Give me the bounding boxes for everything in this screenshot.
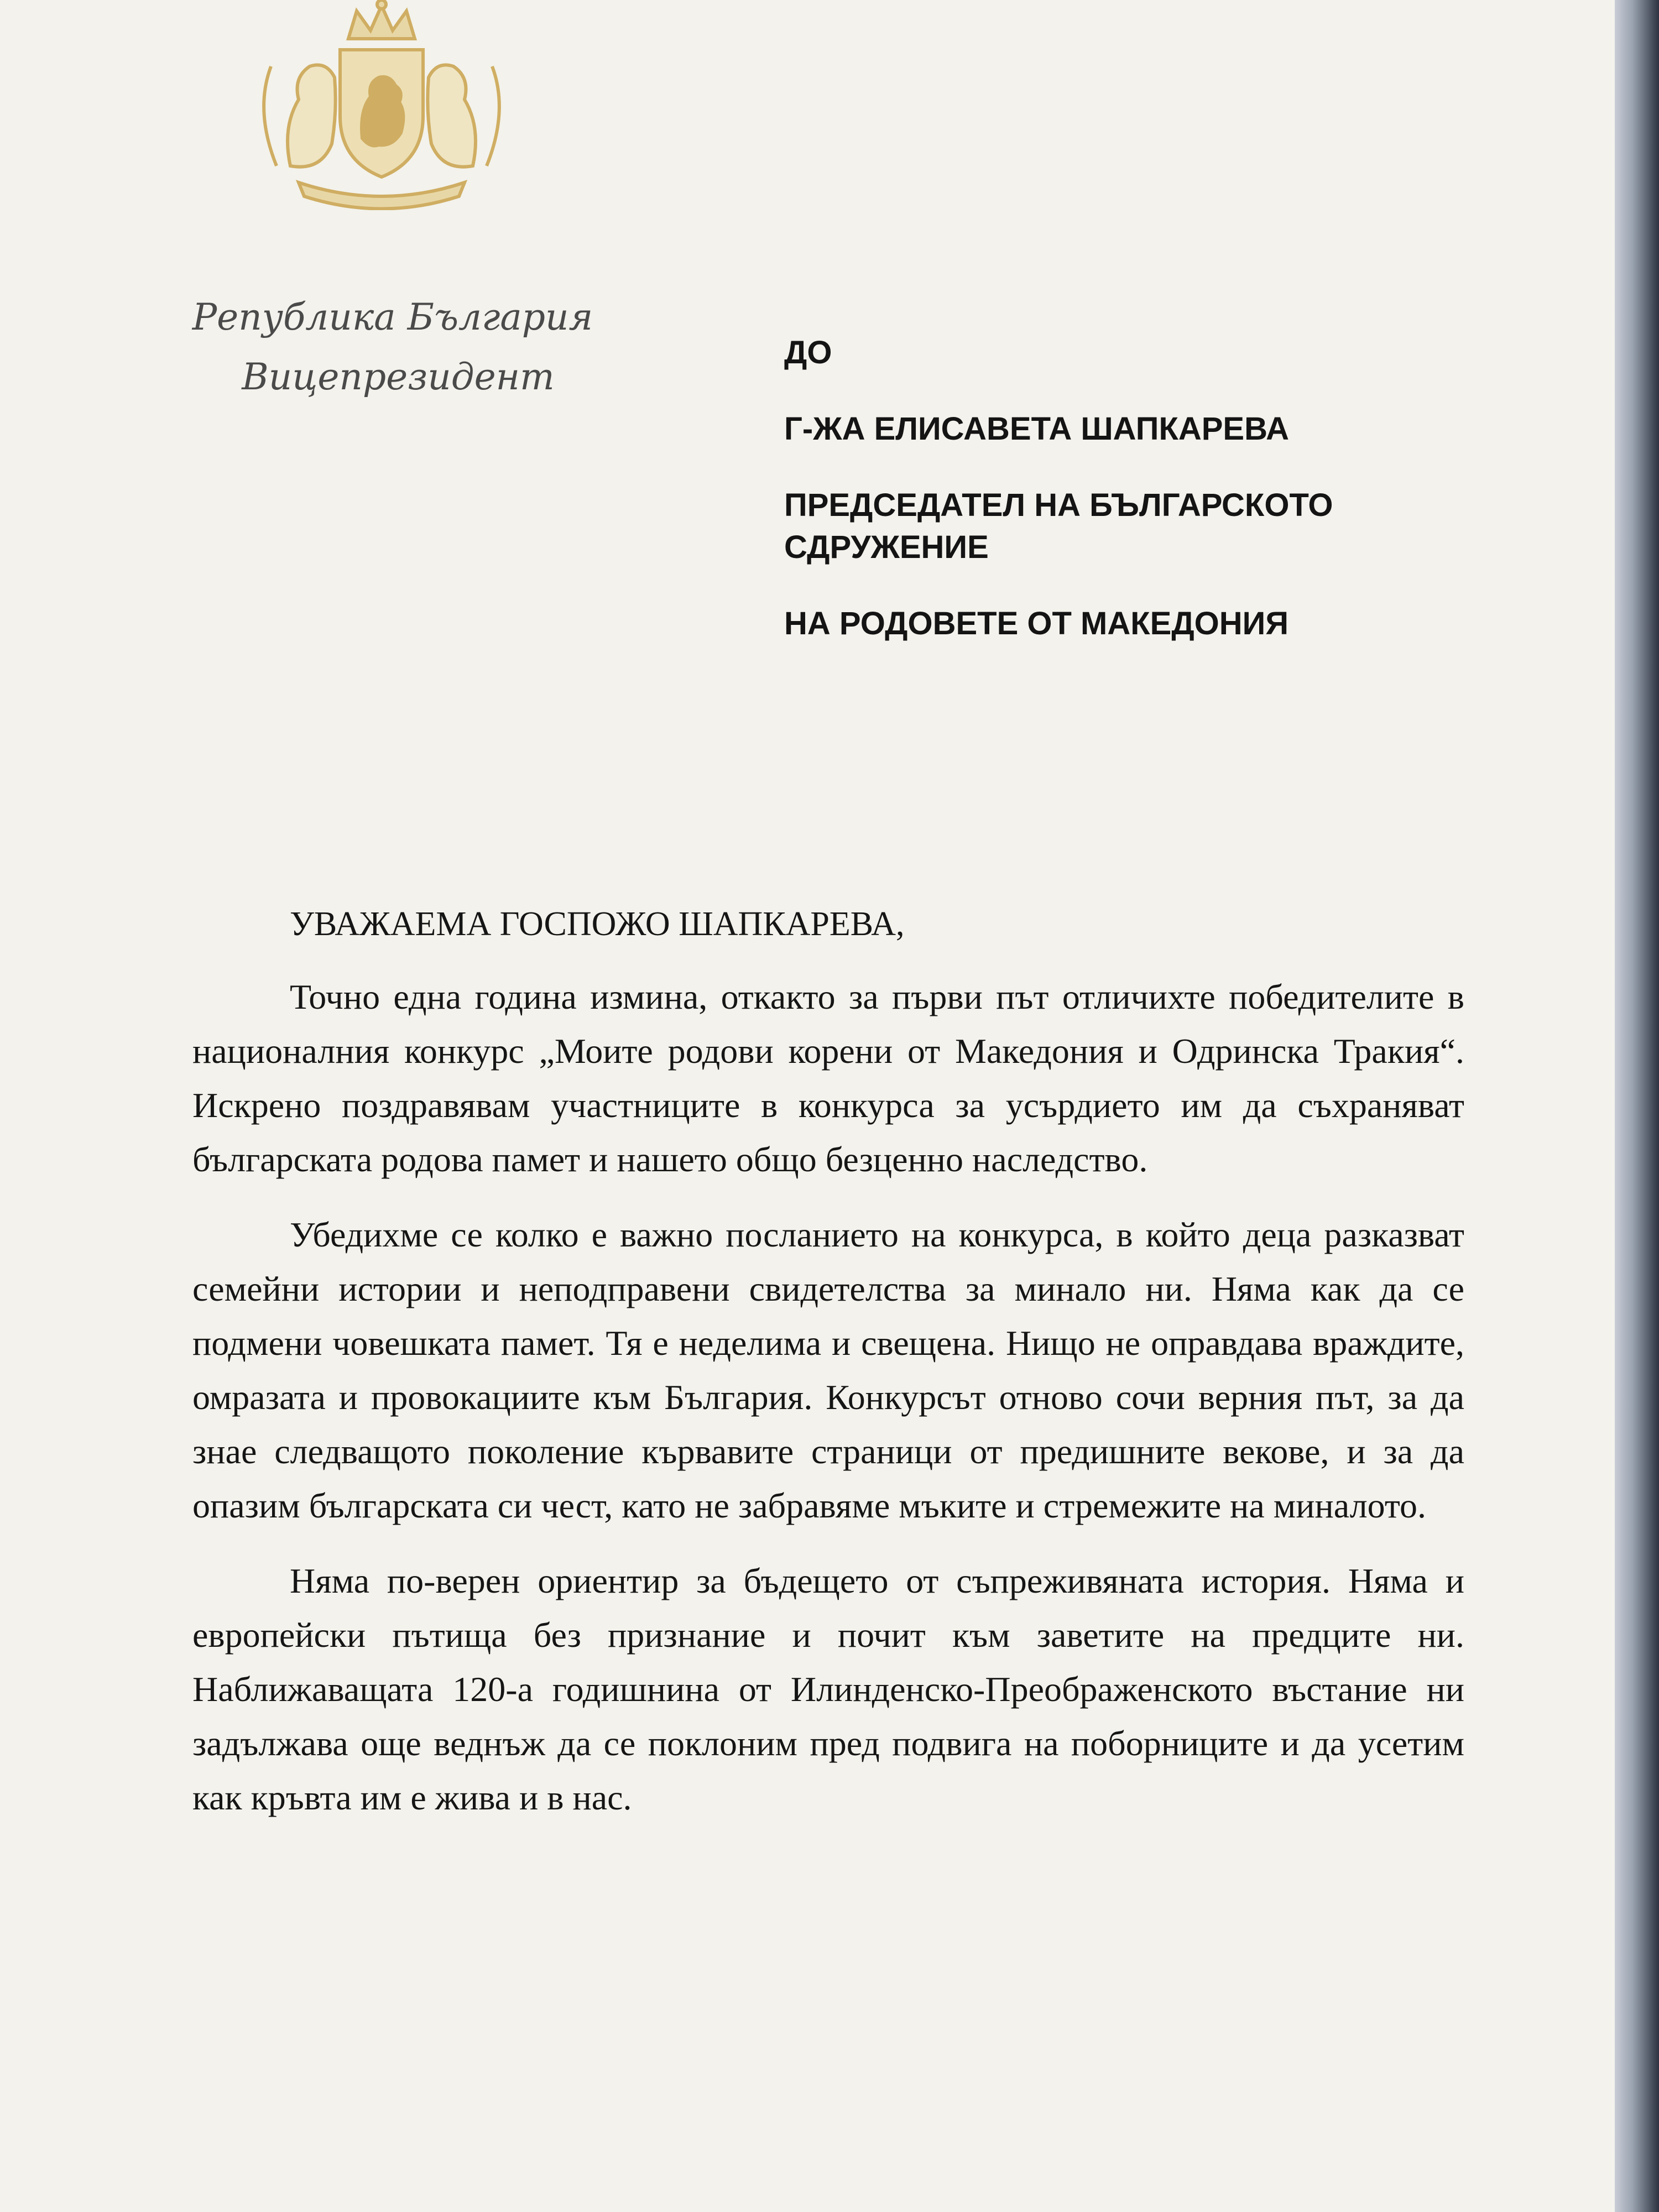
addressee-title: ПРЕДСЕДАТЕЛ НА БЪЛГАРСКОТО СДРУЖЕНИЕ	[784, 487, 1333, 565]
paragraph-1: Точно една година измина, откакто за първи път отличихте победителите в националния конкурс „Моите родови корени от Македония и Одринска Тракия“. Искрено поздравявам участниците в конкурса за усърдието им да съхраняват българската родова памет и нашето общо безценно наследство.	[192, 977, 1464, 1179]
page-edge	[1615, 0, 1659, 2212]
salutation: УВАЖАЕМА ГОСПОЖО ШАПКАРЕВА,	[290, 905, 905, 943]
addressee-name: Г-ЖА ЕЛИСАВЕТА ШАПКАРЕВА	[784, 411, 1289, 447]
addressee-block	[784, 332, 1503, 679]
issuer-country: Република България	[192, 296, 593, 338]
paragraph-3: Няма по-верен ориентир за бъдещето от съпреживяната история. Няма и европейски пътища без признание и почит към заветите на предците ни. Наближаващата 120-а годишнина от Илинденско-Преображенското въстание ни задължава още веднъж да се поклоним пред подвига на поборниците и да усетим как кръвта им е жива и в нас.	[192, 1561, 1464, 1817]
letter-body	[192, 897, 1464, 1846]
bulgarian-coat-of-arms-icon	[238, 0, 525, 210]
issuer-block	[182, 288, 603, 407]
issuer-title: Вицепрезидент	[242, 356, 555, 398]
paragraph-2: Убедихме се колко е важно посланието на конкурса, в който деца разказват семейни истории и неподправени свидетелства за минало ни. Няма как да се подмени човешката памет. Тя е неделима и свещена. Нищо не оправдава враждите, омразата и провокациите към България. Конкурсът отново сочи верния път, за да знае следващото поколение кървавите страници от предишните векове, и за да опазим българската си чест, като не забравяме мъките и стремежите на миналото.	[192, 1215, 1464, 1525]
addressee-organization: НА РОДОВЕТЕ ОТ МАКЕДОНИЯ	[784, 606, 1289, 641]
addressee-to: ДО	[784, 335, 832, 371]
